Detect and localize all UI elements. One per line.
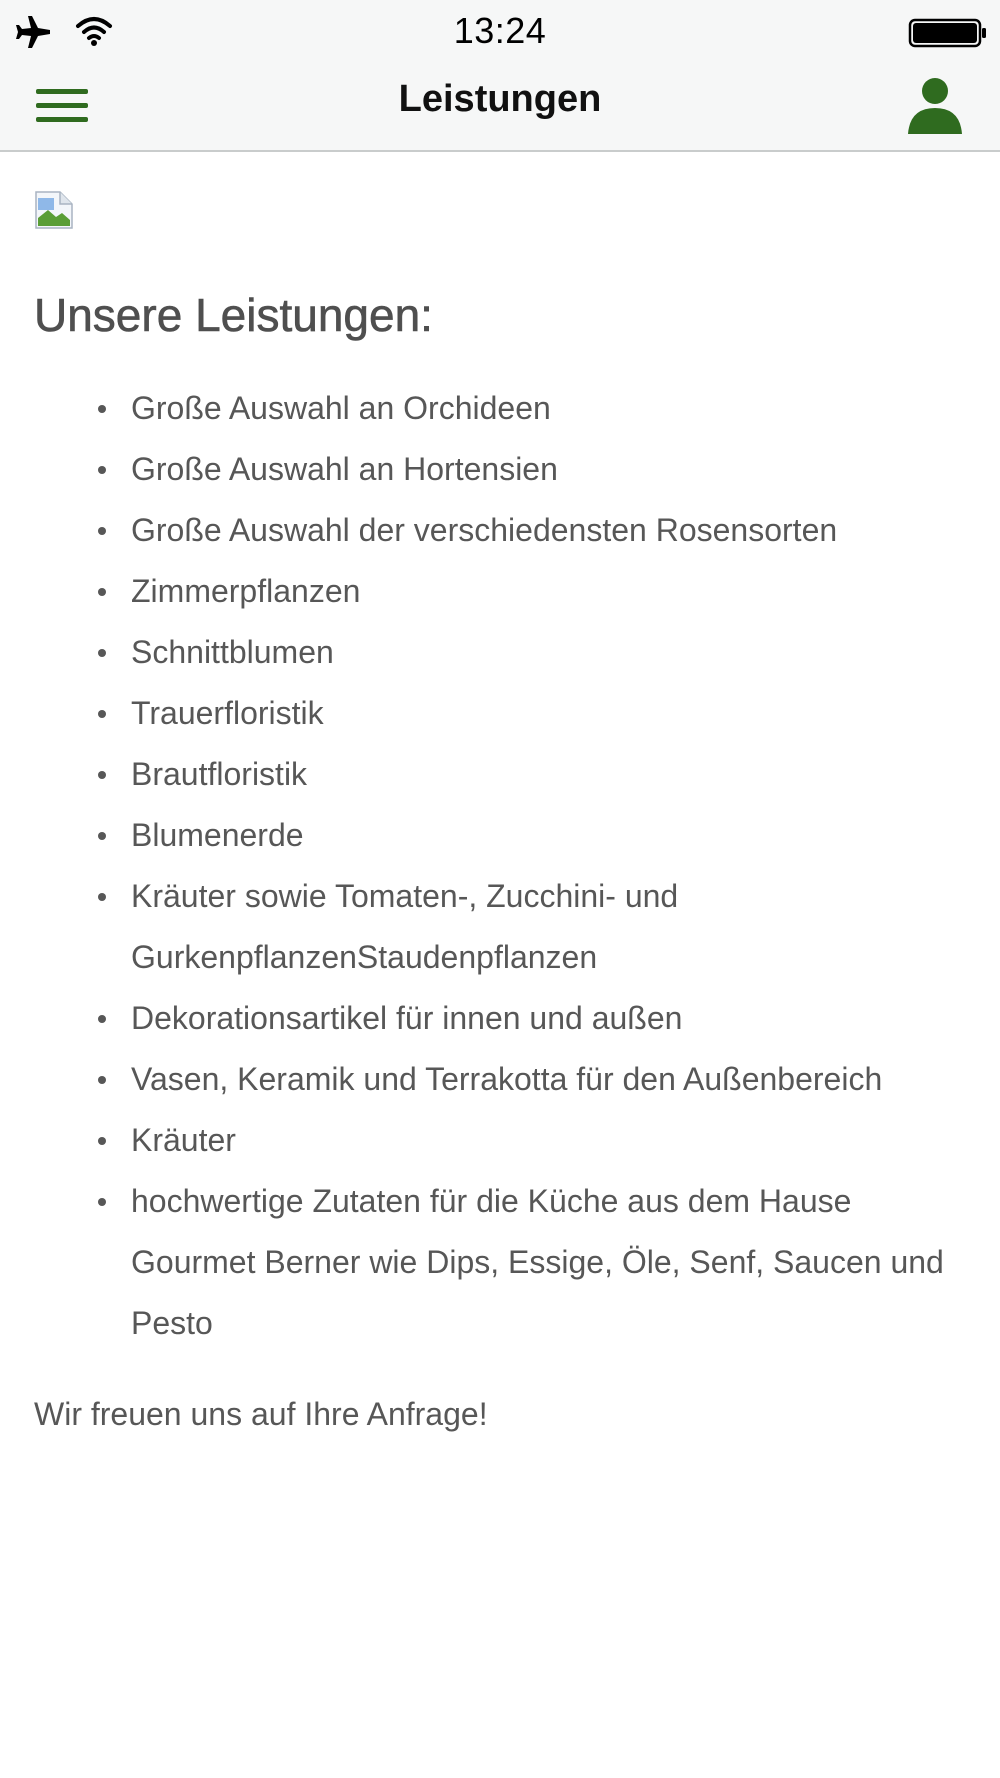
list-item: Kräuter sowie Tomaten-, Zucchini- und GurkenpflanzenStaudenpflanzen — [34, 866, 964, 988]
nav-bar — [0, 62, 1000, 152]
status-time: 13:24 — [453, 10, 547, 51]
list-item: Dekorationsartikel für innen und außen — [34, 988, 964, 1049]
list-item: Vasen, Keramik und Terrakotta für den Außenbereich — [34, 1049, 964, 1110]
section-heading: Unsere Leistungen: — [34, 289, 433, 341]
status-bar — [0, 0, 1000, 62]
list-item: Brautfloristik — [34, 744, 964, 805]
list-item: Schnittblumen — [34, 622, 964, 683]
list-item: Zimmerpflanzen — [34, 561, 964, 622]
page-title: Leistungen — [398, 78, 602, 120]
battery-icon — [908, 16, 988, 50]
list-item: Große Auswahl an Hortensien — [34, 439, 964, 500]
list-item: Blumenerde — [34, 805, 964, 866]
list-item: hochwertige Zutaten für die Küche aus dem Hause Gourmet Berner wie Dips, Essige, Öle, Senf, Saucen und Pesto — [34, 1171, 964, 1354]
services-list — [34, 378, 964, 1354]
user-icon[interactable] — [900, 70, 970, 140]
closing-text: Wir freuen uns auf Ihre Anfrage! — [34, 1396, 488, 1432]
list-item: Große Auswahl an Orchideen — [34, 378, 964, 439]
list-item: Große Auswahl der verschiedensten Rosensorten — [34, 500, 964, 561]
list-item: Trauerfloristik — [34, 683, 964, 744]
broken-image-icon — [34, 190, 74, 230]
list-item: Kräuter — [34, 1110, 964, 1171]
